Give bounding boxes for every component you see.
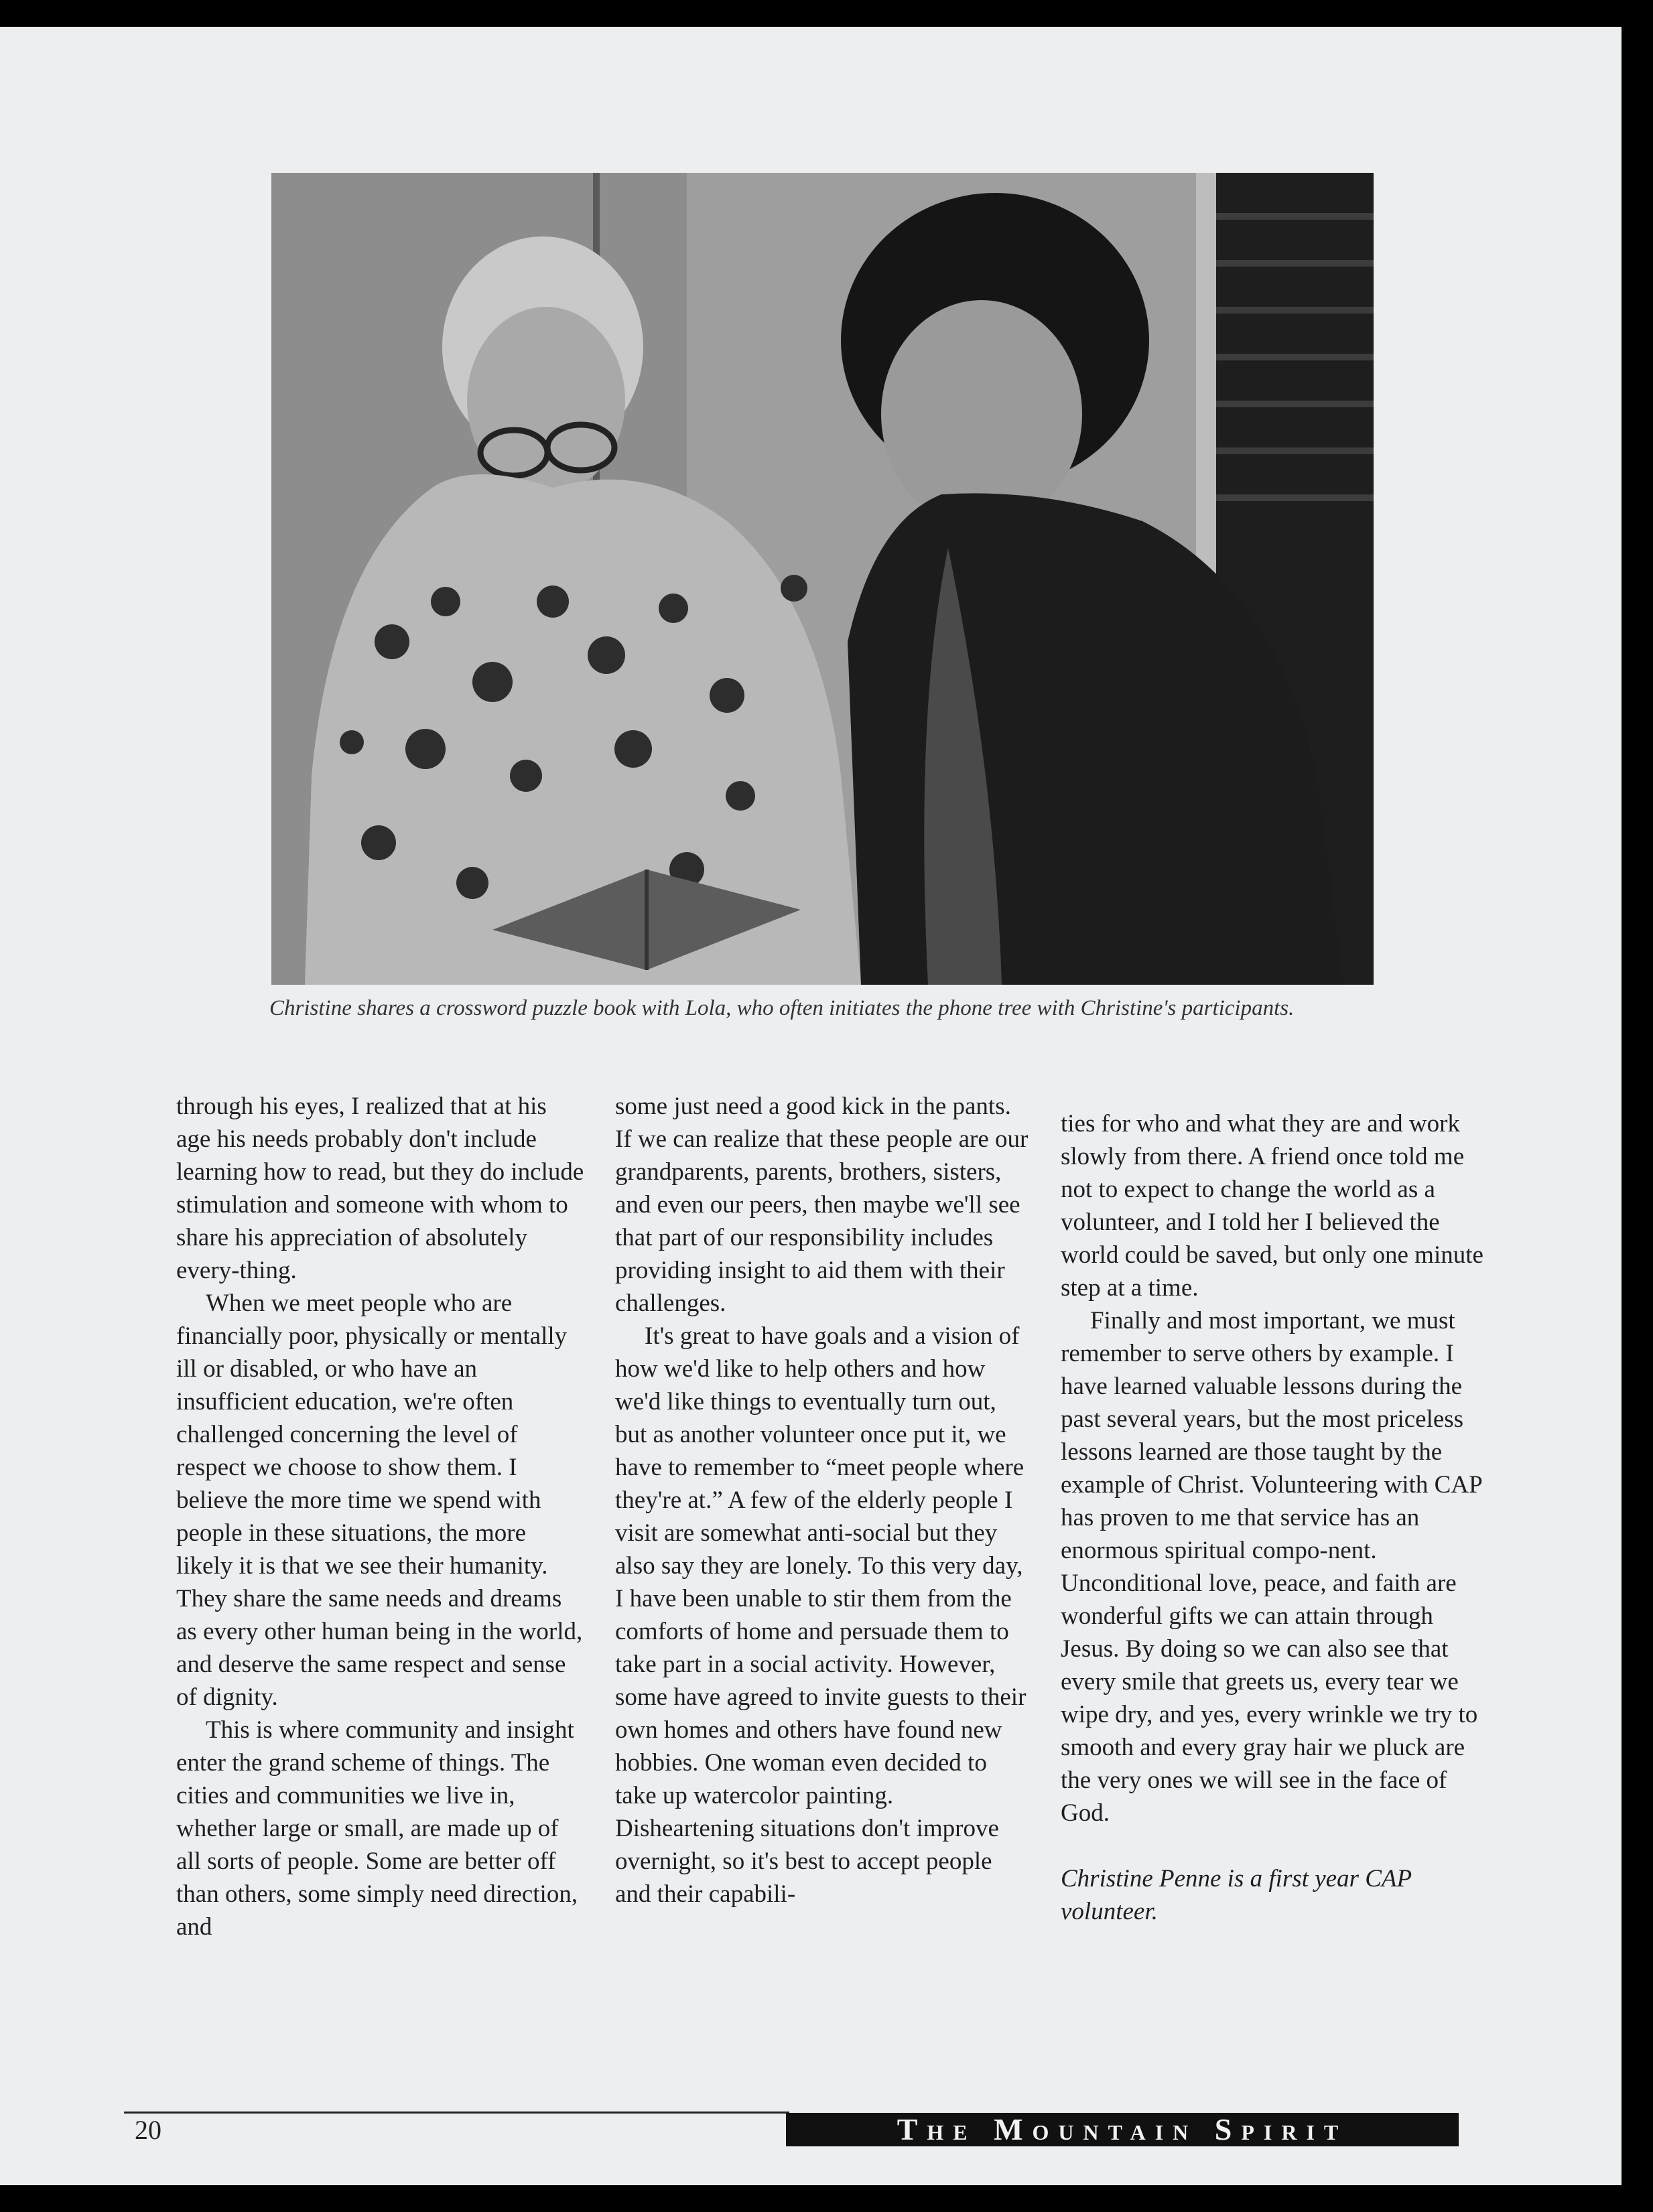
paragraph: This is where community and insight enter the grand scheme of things. The cities and communities we live in, whether large or small, are made up of all sorts of people. Some are better off than others, some simply need direction, and	[176, 1716, 578, 1941]
paragraph: Finally and most important, we must remember to serve others by example. I have learned valuable lessons during the past several years, but the most priceless lessons learned are those taught by the example of Christ. Volunteering with CAP has proven to me that service has an enormous spiritual compo-nent. Unconditional love, peace, and faith are wonderful gifts we can attain through Jesus. By doing so we can also see that every smile that greets us, every tear we wipe dry, and yes, every wrinkle we try to smooth and every gray hair we pluck are the very ones we will see in the face of God.	[1061, 1307, 1482, 1827]
author-byline: Christine Penne is a first year CAP volunteer.	[1061, 1865, 1412, 1925]
paragraph: When we meet people who are financially poor, physically or mentally ill or disabled, or who have an insufficient education, we're often challenged concerning the level of respect we choose to show them. I believe the more time we spend with people in these situations, the more likely it is that we see their humanity. They share the same needs and dreams as every other human being in the world, and deserve the same respect and sense of dignity.	[176, 1290, 583, 1711]
article-column-2	[615, 1090, 1031, 1911]
photo-caption: Christine shares a crossword puzzle book with Lola, who often initiates the phone tree with Christine's participants.	[269, 996, 1295, 1020]
photo-illustration	[271, 173, 1374, 985]
article-column-1	[176, 1090, 585, 1943]
article-column-3	[1061, 1107, 1490, 1928]
page	[0, 27, 1622, 2185]
publication-masthead: The Mountain Spirit	[786, 2113, 1459, 2146]
page-number: 20	[135, 2115, 161, 2145]
footer-rule	[124, 2112, 789, 2114]
paragraph: It's great to have goals and a vision of how we'd like to help others and how we'd like things to eventually turn out, but as another volunteer once put it, we have to remember to “meet people where they're at.” A few of the elderly people I visit are somewhat anti-social but they also say they are lonely. To this very day, I have been unable to stir them from the comforts of home and persuade them to take part in a social activity. However, some have agreed to invite guests to their own homes and others have found new hobbies. One woman even decided to take up watercolor painting. Disheartening situations don't improve overnight, so it's best to accept people and their capabili-	[615, 1322, 1027, 1908]
paragraph: some just need a good kick in the pants. If we can realize that these people are our grandparents, parents, brothers, sisters, and even our peers, then maybe we'll see that part of our responsibility includes providing insight to aid them with their challenges.	[615, 1093, 1029, 1317]
paragraph: ties for who and what they are and work slowly from there. A friend once told me not to expect to change the world as a volunteer, and I told her I believed the world could be saved, but only one minute step at a time.	[1061, 1110, 1483, 1302]
photograph	[271, 173, 1374, 985]
paragraph: through his eyes, I realized that at his age his needs probably don't include learning how to read, but they do include stimulation and someone with whom to share his appreciation of absolutely every-thing.	[176, 1093, 584, 1284]
